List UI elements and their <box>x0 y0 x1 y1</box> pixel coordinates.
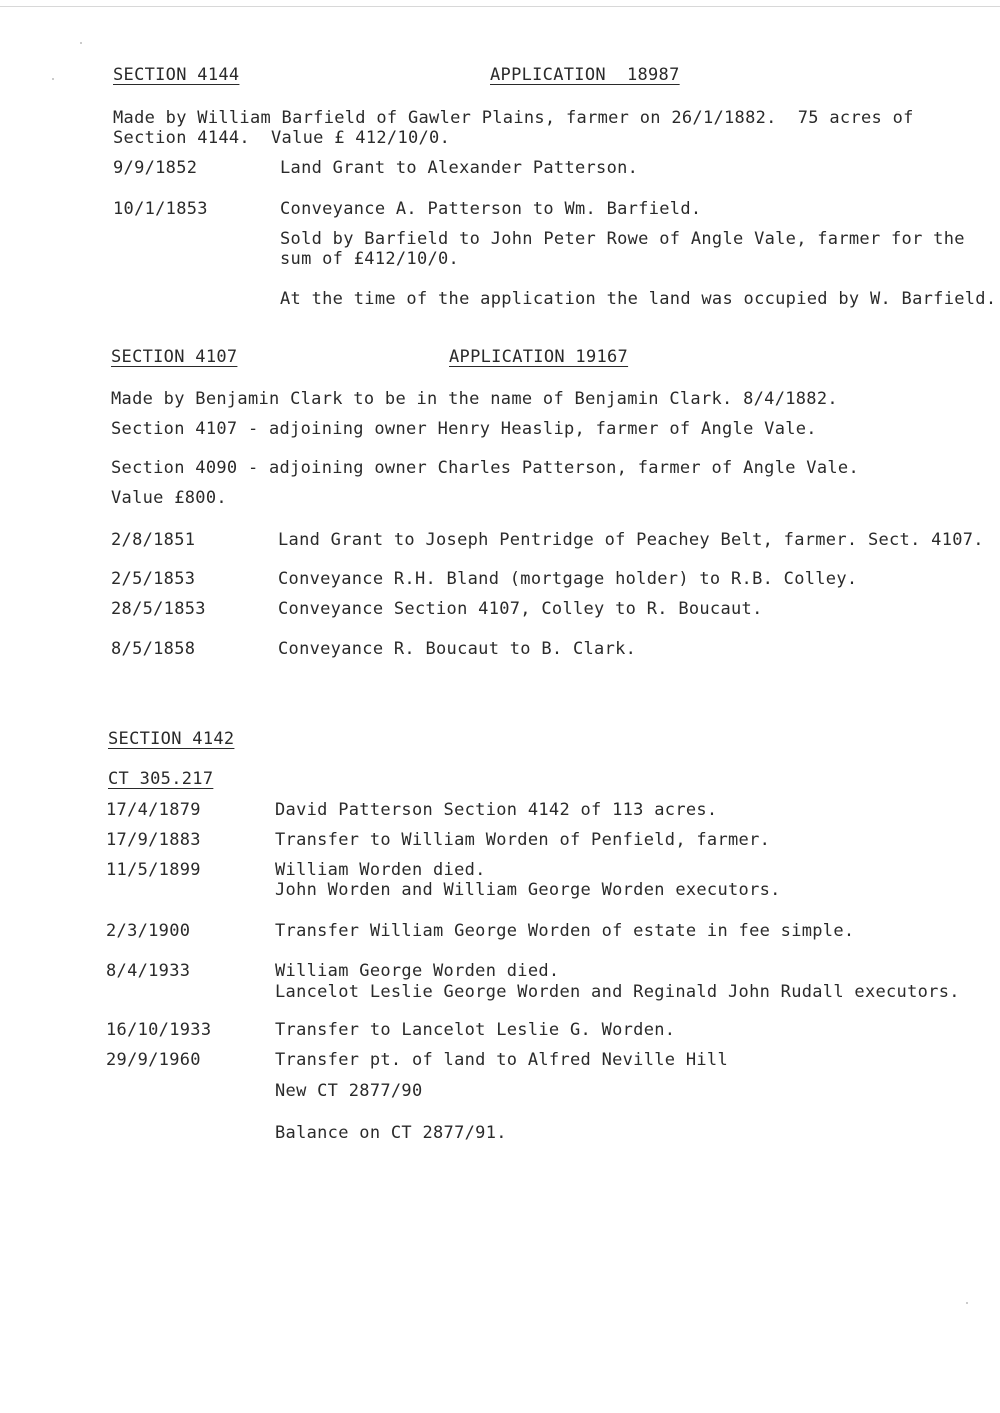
ct-reference: CT 305.217 <box>108 769 214 789</box>
entry-date: 2/8/1851 <box>111 530 196 550</box>
entry-text: Transfer to Lancelot Leslie G. Worden. <box>275 1020 676 1040</box>
section-heading: SECTION 4142 <box>108 729 235 749</box>
entry-text: David Patterson Section 4142 of 113 acres. <box>275 800 718 820</box>
scan-speck <box>52 78 54 80</box>
entry-text: John Worden and William George Worden executors. <box>275 880 781 900</box>
application-heading: APPLICATION 19167 <box>449 347 629 367</box>
intro-text: Made by William Barfield of Gawler Plains, farmer on 26/1/1882. 75 acres of <box>113 108 914 128</box>
entry-text: Transfer William George Worden of estate in fee simple. <box>275 921 855 941</box>
entry-text: Conveyance R. Boucaut to B. Clark. <box>278 639 637 659</box>
entry-text: Conveyance Section 4107, Colley to R. Boucaut. <box>278 599 763 619</box>
entry-text: Transfer pt. of land to Alfred Neville Hill <box>275 1050 728 1070</box>
entry-date: 10/1/1853 <box>113 199 208 219</box>
entry-text: Conveyance R.H. Bland (mortgage holder) to R.B. Colley. <box>278 569 858 589</box>
entry-text: Transfer to William Worden of Penfield, farmer. <box>275 830 771 850</box>
entry-text: Land Grant to Alexander Patterson. <box>280 158 639 178</box>
entry-date: 8/4/1933 <box>106 961 191 981</box>
intro-text: Section 4090 - adjoining owner Charles Patterson, farmer of Angle Vale. <box>111 458 859 478</box>
entry-text: Lancelot Leslie George Worden and Reginald John Rudall executors. <box>275 982 960 1002</box>
intro-text: Section 4144. Value £ 412/10/0. <box>113 128 451 148</box>
entry-date: 28/5/1853 <box>111 599 206 619</box>
scan-edge-line <box>0 6 1000 7</box>
section-heading: SECTION 4144 <box>113 65 240 85</box>
entry-date: 9/9/1852 <box>113 158 198 178</box>
entry-date: 17/4/1879 <box>106 800 201 820</box>
entry-text: At the time of the application the land was occupied by W. Barfield. <box>280 289 997 309</box>
entry-date: 16/10/1933 <box>106 1020 212 1040</box>
entry-text: Sold by Barfield to John Peter Rowe of Angle Vale, farmer for the <box>280 229 965 249</box>
entry-date: 2/5/1853 <box>111 569 196 589</box>
intro-text: Value £800. <box>111 488 227 508</box>
entry-text: Land Grant to Joseph Pentridge of Peachey Belt, farmer. Sect. 4107. <box>278 530 984 550</box>
entry-date: 11/5/1899 <box>106 860 201 880</box>
entry-text: William Worden died. <box>275 860 486 880</box>
entry-text: William George Worden died. <box>275 961 560 981</box>
entry-date: 8/5/1858 <box>111 639 196 659</box>
application-heading: APPLICATION 18987 <box>490 65 680 85</box>
entry-date: 17/9/1883 <box>106 830 201 850</box>
section-heading: SECTION 4107 <box>111 347 238 367</box>
entry-date: 29/9/1960 <box>106 1050 201 1070</box>
intro-text: Made by Benjamin Clark to be in the name of Benjamin Clark. 8/4/1882. <box>111 389 838 409</box>
entry-date: 2/3/1900 <box>106 921 191 941</box>
scan-speck <box>80 42 82 44</box>
scan-speck <box>966 1302 968 1304</box>
entry-text: sum of £412/10/0. <box>280 249 460 269</box>
entry-text: Conveyance A. Patterson to Wm. Barfield. <box>280 199 702 219</box>
entry-text: New CT 2877/90 <box>275 1081 423 1101</box>
entry-text: Balance on CT 2877/91. <box>275 1123 507 1143</box>
intro-text: Section 4107 - adjoining owner Henry Heaslip, farmer of Angle Vale. <box>111 419 817 439</box>
